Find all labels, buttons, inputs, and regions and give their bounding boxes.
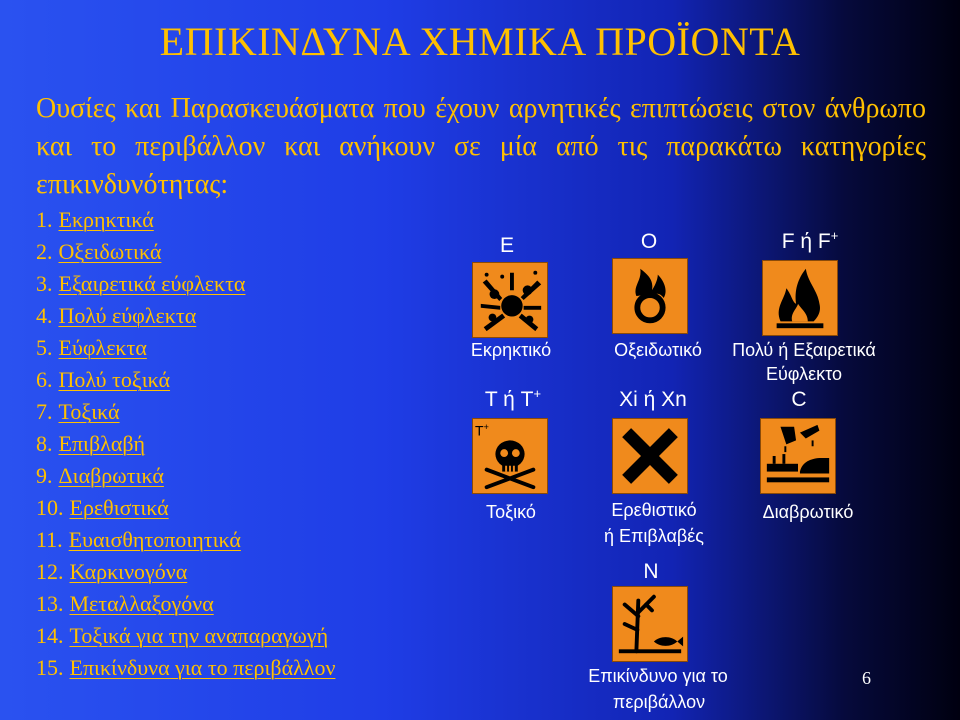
corrosion-icon — [761, 419, 835, 493]
hazard-category-label: Τοξικά — [58, 399, 120, 424]
symbol-caption-environment-1: Επικίνδυνο για το — [588, 666, 728, 686]
hazard-category-number: 9. — [36, 463, 53, 488]
hazard-category-number: 13. — [36, 591, 64, 616]
intro-paragraph: Ουσίες και Παρασκευάσματα που έχουν αρνητικές επιπτώσεις στον άνθρωπο και το περιβάλλον και ανήκουν σε μία από τις παρακάτω κατηγορίες επικινδυνότητας: — [36, 93, 926, 200]
flame-icon — [763, 261, 837, 335]
hazard-category-item — [36, 364, 335, 396]
hazard-category-number: 11. — [36, 527, 63, 552]
hazard-category-item — [36, 396, 335, 428]
symbol-code-flammable — [770, 230, 850, 254]
symbol-caption-irritant-2: ή Επιβλαβές — [604, 526, 704, 546]
symbol-caption-irritant-1: Ερεθιστικό — [611, 500, 697, 520]
hazard-category-number: 2. — [36, 239, 53, 264]
hazard-category-number: 14. — [36, 623, 64, 648]
oxidizing-pictogram — [612, 258, 688, 334]
symbol-code-irritant: Xi ή Xn — [619, 388, 687, 411]
hazard-category-item — [36, 268, 335, 300]
symbol-caption-environment-2: περιβάλλον — [612, 692, 706, 712]
symbol-caption-explosive: Εκρηκτικό — [470, 340, 552, 360]
symbol-code-flammable-sup: + — [830, 228, 839, 243]
hazard-category-number: 5. — [36, 335, 53, 360]
hazard-category-item — [36, 588, 335, 620]
hazard-category-label: Τοξικά για την αναπαραγωγή — [69, 623, 329, 648]
hazard-category-label: Εκρηκτικά — [58, 207, 154, 232]
hazard-category-number: 12. — [36, 559, 64, 584]
environment-pictogram — [612, 586, 688, 662]
symbol-code-oxidizing: O — [640, 230, 658, 253]
hazard-category-label: Ερεθιστικά — [69, 495, 169, 520]
hazard-category-item — [36, 204, 335, 236]
symbol-caption-oxidizing: Οξειδωτικό — [614, 340, 702, 360]
hazard-category-list — [36, 204, 335, 684]
symbol-caption-flammable-1: Πολύ ή Εξαιρετικά — [732, 340, 876, 360]
hazard-category-number: 10. — [36, 495, 64, 520]
hazard-category-item — [36, 556, 335, 588]
symbol-code-flammable-text: F ή F — [781, 230, 831, 253]
explosive-pictogram — [472, 262, 548, 338]
symbol-caption-toxic: Τοξικό — [486, 502, 536, 522]
toxic-badge — [475, 419, 489, 439]
hazard-category-number: 8. — [36, 431, 53, 456]
hazard-category-item — [36, 428, 335, 460]
hazard-category-item — [36, 524, 335, 556]
toxic-pictogram — [472, 418, 548, 494]
hazard-category-label: Επιβλαβή — [58, 431, 146, 456]
symbol-code-toxic-text: T ή T — [484, 388, 534, 411]
hazard-category-number: 3. — [36, 271, 53, 296]
hazard-category-label: Οξειδωτικά — [58, 239, 162, 264]
slide-title: ΕΠΙΚΙΝΔΥΝΑ ΧΗΜΙΚΑ ΠΡΟΪΟΝΤΑ — [159, 19, 801, 64]
hazard-category-item — [36, 460, 335, 492]
symbol-code-toxic-sup: + — [533, 386, 542, 401]
hazard-category-number: 4. — [36, 303, 53, 328]
dead-tree-fish-icon — [613, 587, 687, 661]
explosion-icon — [473, 263, 547, 337]
hazard-category-number: 6. — [36, 367, 53, 392]
hazard-category-number: 1. — [36, 207, 53, 232]
hazard-category-label: Πολύ τοξικά — [58, 367, 171, 392]
hazard-category-item — [36, 620, 335, 652]
hazard-category-number: 15. — [36, 655, 64, 680]
hazard-category-number: 7. — [36, 399, 53, 424]
corrosive-pictogram — [760, 418, 836, 494]
symbol-caption-flammable-2: Εύφλεκτο — [765, 364, 843, 384]
symbol-code-explosive: E — [499, 234, 514, 257]
symbol-code-environment: N — [643, 560, 659, 583]
page-number: 6 — [862, 668, 871, 688]
hazard-category-item — [36, 332, 335, 364]
symbol-code-corrosive: C — [791, 388, 807, 411]
hazard-category-label: Επικίνδυνα για το περιβάλλον — [69, 655, 336, 680]
symbol-code-toxic — [468, 388, 558, 412]
hazard-category-item — [36, 236, 335, 268]
hazard-category-label: Διαβρωτικά — [58, 463, 164, 488]
toxic-badge-sup: + — [483, 422, 489, 432]
hazard-category-label: Καρκινογόνα — [69, 559, 188, 584]
irritant-pictogram — [612, 418, 688, 494]
saint-andrew-cross-icon — [613, 419, 687, 493]
symbol-caption-corrosive: Διαβρωτικό — [762, 502, 854, 522]
toxic-badge-text: T — [475, 422, 484, 439]
hazard-category-label: Πολύ εύφλεκτα — [58, 303, 197, 328]
hazard-category-item — [36, 652, 335, 684]
hazard-category-label: Εξαιρετικά εύφλεκτα — [58, 271, 246, 296]
hazard-category-item — [36, 300, 335, 332]
hazard-category-label: Μεταλλαξογόνα — [69, 591, 214, 616]
hazard-category-label: Εύφλεκτα — [58, 335, 147, 360]
hazard-category-label: Ευαισθητοποιητικά — [68, 527, 241, 552]
flame-over-circle-icon — [613, 259, 687, 333]
flammable-pictogram — [762, 260, 838, 336]
hazard-category-item — [36, 492, 335, 524]
